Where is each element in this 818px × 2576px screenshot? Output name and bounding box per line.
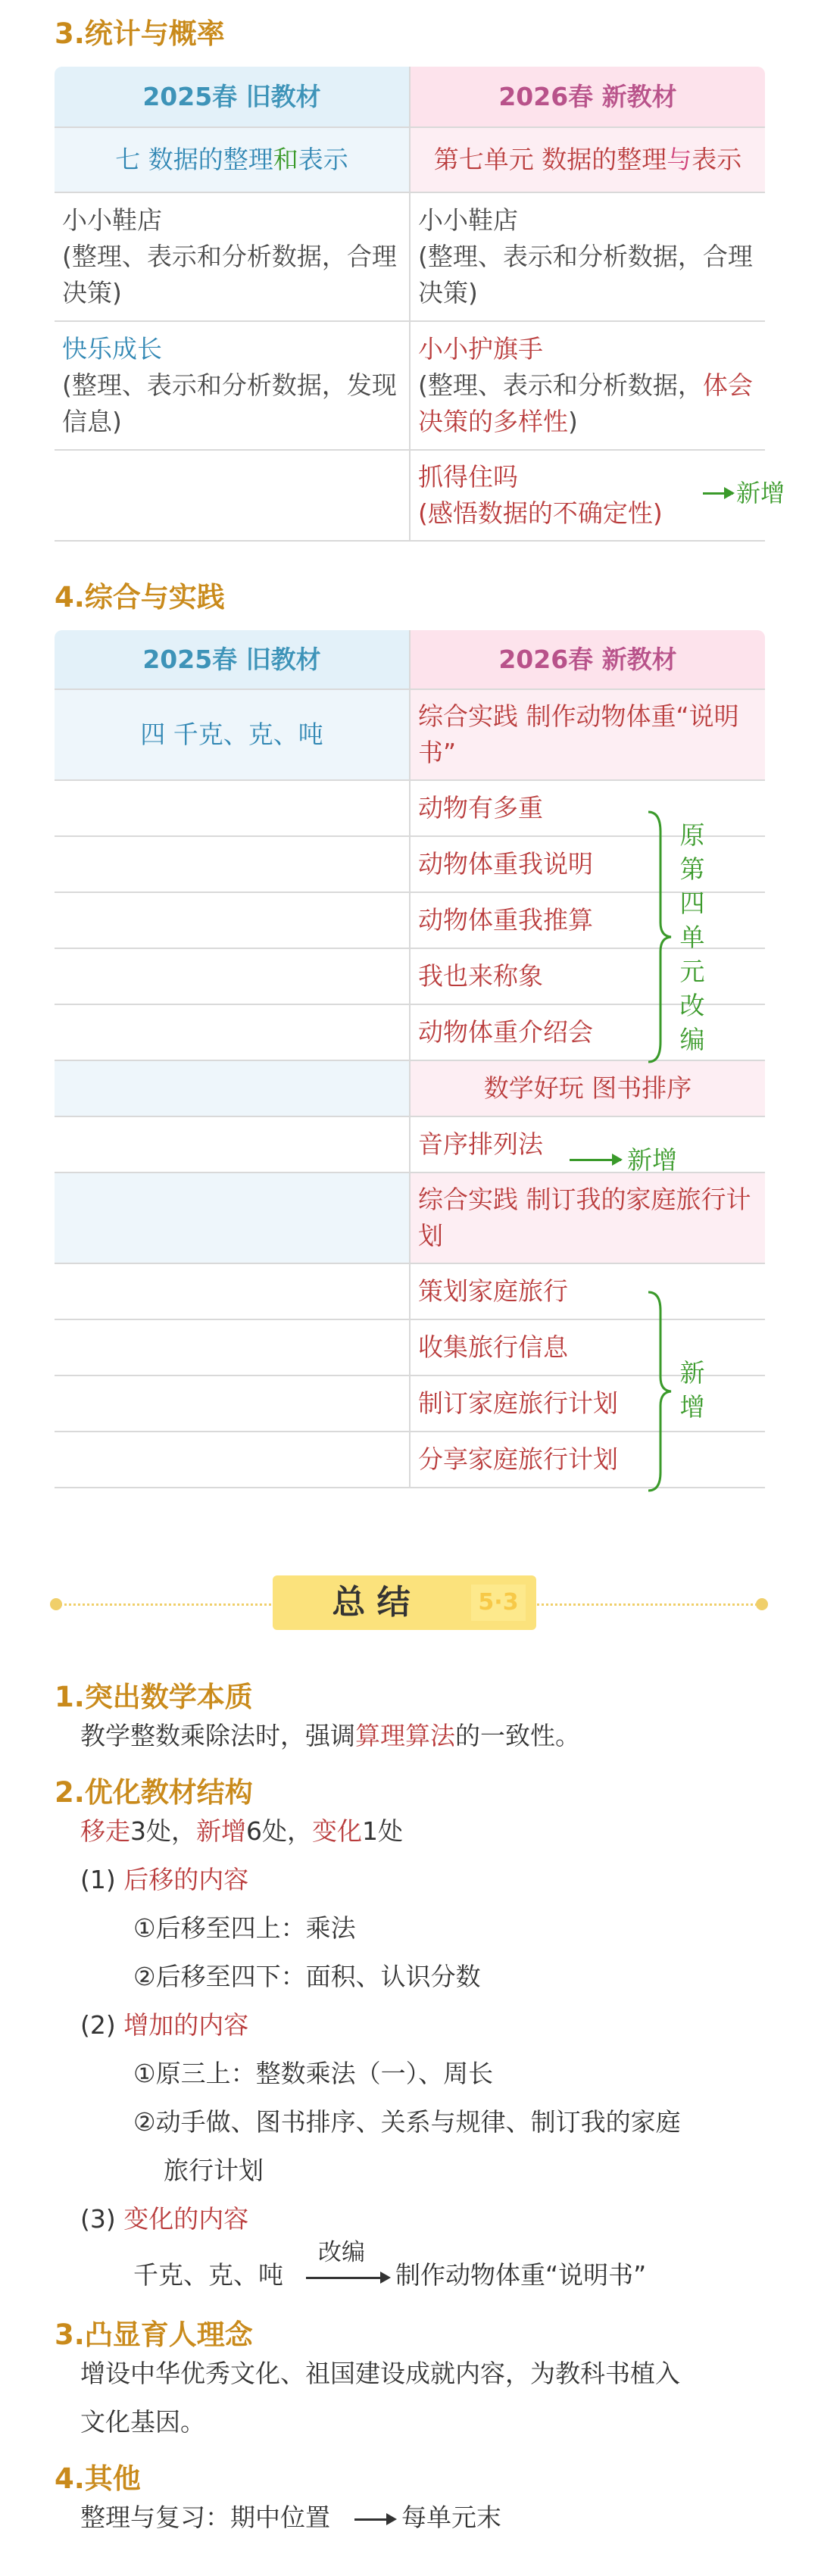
- lesson-item: 分享家庭旅行计划: [410, 1432, 765, 1488]
- empty-old-cell: [55, 1319, 410, 1375]
- lesson-old-happy-growth: 快乐成长 (整理、表示和分析数据，发现信息): [55, 321, 410, 450]
- summary-counts: 移走3处，新增6处，变化1处: [80, 1816, 403, 1846]
- change-to: 制作动物体重“说明书”: [395, 2260, 647, 2290]
- lesson-item: 策划家庭旅行: [410, 1263, 765, 1319]
- brace-icon: [645, 809, 676, 1065]
- header-new-textbook: 2026春 新教材: [410, 630, 765, 689]
- summary-heading-2: 2.优化教材结构: [55, 1776, 253, 1809]
- unit-old-weight: 四 千克、克、吨: [55, 689, 410, 780]
- lesson-new-shoe-store: 小小鞋店 (整理、表示和分析数据，合理决策): [410, 192, 765, 321]
- empty-old-cell: [55, 948, 410, 1004]
- change-verb: 改编: [318, 2239, 365, 2266]
- summary-text-3: 增设中华优秀文化、祖国建设成就内容，为教科书植入: [80, 2359, 680, 2388]
- empty-old-cell: [55, 836, 410, 892]
- summary-item: 旅行计划: [164, 2156, 264, 2185]
- summary-item: ②动手做、图书排序、关系与规律、制订我的家庭: [133, 2107, 681, 2137]
- divider-dot: [756, 1598, 768, 1610]
- summary-text-4: 整理与复习：期中位置: [80, 2503, 330, 2532]
- arrow-head: [386, 2513, 397, 2525]
- lesson-item: 动物有多重: [410, 780, 765, 836]
- summary-sub-2: (2) 增加的内容: [80, 2010, 249, 2040]
- arrow-icon: [570, 1159, 621, 1161]
- section-title-practice: 4.综合与实践: [55, 581, 225, 614]
- empty-old-cell: [55, 1004, 410, 1060]
- unit-new: 第七单元 数据的整理与表示: [410, 127, 765, 192]
- summary-text-4-target: 每单元末: [401, 2503, 501, 2532]
- table-stats: [55, 67, 765, 542]
- arrow-icon: [354, 2518, 394, 2521]
- header-old-textbook: 2025春 旧教材: [55, 630, 410, 689]
- summary-item: ①后移至四上：乘法: [133, 1913, 356, 1943]
- empty-old-cell: [55, 892, 410, 948]
- empty-old-cell: [55, 1060, 410, 1116]
- lesson-item: 音序排列法: [410, 1116, 765, 1172]
- unit-new-travel-plan: 综合实践 制订我的家庭旅行计划: [410, 1172, 765, 1263]
- empty-old-cell: [55, 1375, 410, 1432]
- header-new-textbook: 2026春 新教材: [410, 67, 765, 127]
- unit-new-animal-weight: 综合实践 制作动物体重“说明书”: [410, 689, 765, 780]
- empty-old-cell: [55, 1116, 410, 1172]
- lesson-item: 动物体重我推算: [410, 892, 765, 948]
- section-title-stats: 3.统计与概率: [55, 17, 225, 50]
- new-added-note: 新增: [736, 479, 785, 507]
- summary-sub-1: (1) 后移的内容: [80, 1865, 249, 1894]
- empty-old-cell: [55, 1263, 410, 1319]
- summary-item: ①原三上：整数乘法（一）、周长: [133, 2059, 494, 2088]
- arrow-icon: [703, 492, 733, 495]
- lesson-item: 动物体重我说明: [410, 836, 765, 892]
- original-unit-note: 原 第 四 单 元 改 编: [679, 820, 705, 1054]
- summary-heading-3: 3.凸显育人理念: [55, 2318, 253, 2351]
- empty-old-cell: [55, 1172, 410, 1263]
- new-added-note: 新 增: [679, 1358, 705, 1422]
- summary-item: ②后移至四下：面积、认识分数: [133, 1962, 481, 1991]
- header-old-textbook: 2025春 旧教材: [55, 67, 410, 127]
- arrow-icon: [306, 2277, 388, 2279]
- empty-old-cell: [55, 1432, 410, 1488]
- lesson-item: 动物体重介绍会: [410, 1004, 765, 1060]
- brand-logo: 5·3: [471, 1585, 526, 1621]
- lesson-new-catch: 抓得住吗 (感悟数据的不确定性): [410, 450, 765, 541]
- empty-old-cell: [55, 780, 410, 836]
- lesson-item: 我也来称象: [410, 948, 765, 1004]
- summary-title: 总 结: [332, 1583, 411, 1622]
- unit-old: 七 数据的整理和表示: [55, 127, 410, 192]
- summary-heading-4: 4.其他: [55, 2462, 141, 2495]
- lesson-item: 收集旅行信息: [410, 1319, 765, 1375]
- new-added-note: 新增: [627, 1145, 677, 1175]
- divider-dot: [50, 1598, 62, 1610]
- summary-text-3: 文化基因。: [80, 2407, 205, 2437]
- change-from: 千克、克、吨: [133, 2260, 283, 2290]
- brace-icon: [645, 1289, 676, 1494]
- lesson-new-flag-guard: 小小护旗手 (整理、表示和分析数据，体会决策的多样性): [410, 321, 765, 450]
- summary-sub-3: (3) 变化的内容: [80, 2204, 249, 2234]
- lesson-old-shoe-store: 小小鞋店 (整理、表示和分析数据，合理决策): [55, 192, 410, 321]
- empty-old-cell: [55, 450, 410, 541]
- summary-heading-1: 1.突出数学本质: [55, 1681, 253, 1713]
- summary-banner: [273, 1575, 536, 1630]
- arrow-head: [380, 2272, 391, 2284]
- unit-new-book-sort: 数学好玩 图书排序: [410, 1060, 765, 1116]
- summary-text-1: 教学整数乘除法时，强调算理算法的一致性。: [80, 1721, 580, 1750]
- lesson-item: 制订家庭旅行计划: [410, 1375, 765, 1432]
